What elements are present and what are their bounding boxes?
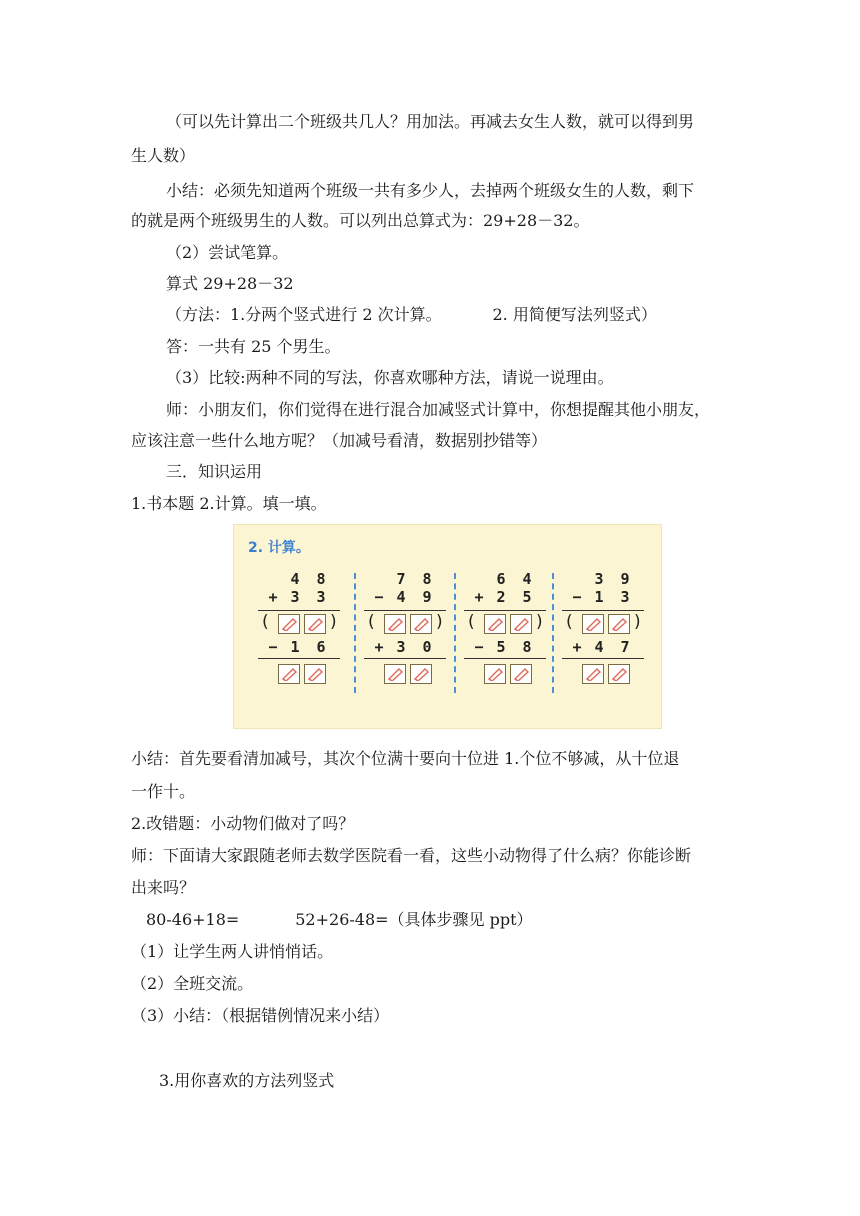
answer-box[interactable] — [608, 614, 630, 634]
text-line: 应该注意一些什么地方呢？（加减号看清，数据别抄错等） — [131, 431, 548, 450]
pencil-icon — [487, 667, 503, 681]
sum-line — [258, 658, 340, 659]
pencil-icon — [413, 617, 429, 631]
text-line: （3）比较:两种不同的写法，你喜欢哪种方法，请说一说理由。 — [166, 368, 614, 387]
vertical-calculation — [462, 570, 552, 690]
text-line: 3.用你喜欢的方法列竖式 — [159, 1071, 335, 1090]
text-line: 的就是两个班级男生的人数。可以列出总算式为：29+28－32。 — [131, 211, 590, 230]
figure-title: 2. 计算。 — [248, 540, 310, 556]
answer-box[interactable] — [304, 614, 326, 634]
answer-box[interactable] — [582, 664, 604, 684]
text-line: 小结：首先要看清加减号，其次个位满十要向十位进 1.个位不够减，从十位退 — [131, 749, 680, 768]
pencil-icon — [281, 617, 297, 631]
pencil-icon — [387, 667, 403, 681]
dashed-divider — [454, 573, 456, 693]
pencil-icon — [307, 667, 323, 681]
digit: 4 — [522, 570, 532, 588]
dashed-divider — [354, 573, 356, 693]
digit: 1 — [594, 588, 604, 606]
operator-sign: − — [268, 638, 278, 656]
dashed-divider — [552, 573, 554, 693]
answer-box[interactable] — [608, 664, 630, 684]
vertical-calculation — [362, 570, 452, 690]
operator-sign: + — [572, 638, 582, 656]
text-line: （2）尝试笔算。 — [166, 243, 289, 262]
sum-line — [364, 658, 446, 659]
answer-box[interactable] — [384, 614, 406, 634]
digit: 9 — [422, 588, 432, 606]
answer-box[interactable] — [410, 614, 432, 634]
text-line: 2.改错题：小动物们做对了吗？ — [131, 814, 355, 833]
section-heading: 三．知识运用 — [166, 462, 263, 481]
pencil-icon — [585, 667, 601, 681]
answer-box[interactable] — [384, 664, 406, 684]
text-line: 80-46+18= 52+26-48=（具体步骤见 ppt） — [146, 910, 533, 929]
answer-box[interactable] — [582, 614, 604, 634]
digit: 0 — [422, 638, 432, 656]
left-paren: ( — [468, 612, 475, 632]
pencil-icon — [487, 617, 503, 631]
digit: 7 — [620, 638, 630, 656]
text-line: 小结：必须先知道两个班级一共有多少人，去掉两个班级女生的人数，剩下 — [166, 181, 695, 200]
answer-box[interactable] — [304, 664, 326, 684]
digit: 3 — [316, 588, 326, 606]
answer-box[interactable] — [278, 614, 300, 634]
digit: 3 — [620, 588, 630, 606]
text-line: （3）小结：（根据错例情况来小结） — [131, 1006, 390, 1025]
text-line: 答：一共有 25 个男生。 — [166, 337, 341, 356]
pencil-icon — [413, 667, 429, 681]
text-line: 算式 29+28－32 — [166, 274, 294, 293]
sum-line — [562, 658, 644, 659]
digit: 4 — [290, 570, 300, 588]
answer-box[interactable] — [510, 664, 532, 684]
operator-sign: + — [374, 638, 384, 656]
pencil-icon — [611, 667, 627, 681]
text-line: （1）让学生两人讲悄悄话。 — [131, 942, 334, 961]
digit: 3 — [290, 588, 300, 606]
digit: 8 — [316, 570, 326, 588]
pencil-icon — [513, 667, 529, 681]
digit: 9 — [620, 570, 630, 588]
answer-box[interactable] — [484, 664, 506, 684]
digit: 5 — [496, 638, 506, 656]
sum-line — [562, 610, 644, 611]
text-line: 师：下面请大家跟随老师去数学医院看一看，这些小动物得了什么病？你能诊断 — [131, 846, 692, 865]
text-line: 生人数） — [131, 146, 196, 165]
pencil-icon — [585, 617, 601, 631]
digit: 4 — [396, 588, 406, 606]
left-paren: ( — [566, 612, 573, 632]
digit: 3 — [396, 638, 406, 656]
digit: 4 — [594, 638, 604, 656]
pencil-icon — [513, 617, 529, 631]
text-line: （方法：1.分两个竖式进行 2 次计算。 2. 用简便写法列竖式） — [166, 305, 657, 324]
digit: 2 — [496, 588, 506, 606]
left-paren: ( — [262, 612, 269, 632]
sum-line — [364, 610, 446, 611]
sum-line — [258, 610, 340, 611]
text-line: 一作十。 — [131, 782, 196, 801]
right-paren: ) — [634, 612, 641, 632]
right-paren: ) — [536, 612, 543, 632]
answer-box[interactable] — [278, 664, 300, 684]
text-line: （可以先计算出二个班级共几人？用加法。再减去女生人数，就可以得到男 — [166, 112, 695, 131]
text-line: 师：小朋友们，你们觉得在进行混合加减竖式计算中，你想提醒其他小朋友， — [166, 400, 711, 419]
right-paren: ) — [436, 612, 443, 632]
pencil-icon — [307, 617, 323, 631]
answer-box[interactable] — [510, 614, 532, 634]
vertical-calculation — [256, 570, 346, 690]
digit: 8 — [422, 570, 432, 588]
digit: 8 — [522, 638, 532, 656]
digit: 6 — [316, 638, 326, 656]
sum-line — [464, 610, 546, 611]
pencil-icon — [611, 617, 627, 631]
exercise-figure — [233, 524, 662, 729]
vertical-calculation — [560, 570, 650, 690]
digit: 5 — [522, 588, 532, 606]
operator-sign: + — [474, 588, 484, 606]
text-line: 出来吗？ — [131, 878, 196, 897]
operator-sign: + — [268, 588, 278, 606]
right-paren: ) — [330, 612, 337, 632]
text-line: （2）全班交流。 — [131, 974, 254, 993]
digit: 6 — [496, 570, 506, 588]
sum-line — [464, 658, 546, 659]
digit: 3 — [594, 570, 604, 588]
text-line: 1.书本题 2.计算。填一填。 — [131, 494, 327, 513]
digit: 1 — [290, 638, 300, 656]
pencil-icon — [387, 617, 403, 631]
left-paren: ( — [368, 612, 375, 632]
answer-box[interactable] — [410, 664, 432, 684]
pencil-icon — [281, 667, 297, 681]
answer-box[interactable] — [484, 614, 506, 634]
operator-sign: − — [474, 638, 484, 656]
operator-sign: − — [374, 588, 384, 606]
operator-sign: − — [572, 588, 582, 606]
digit: 7 — [396, 570, 406, 588]
